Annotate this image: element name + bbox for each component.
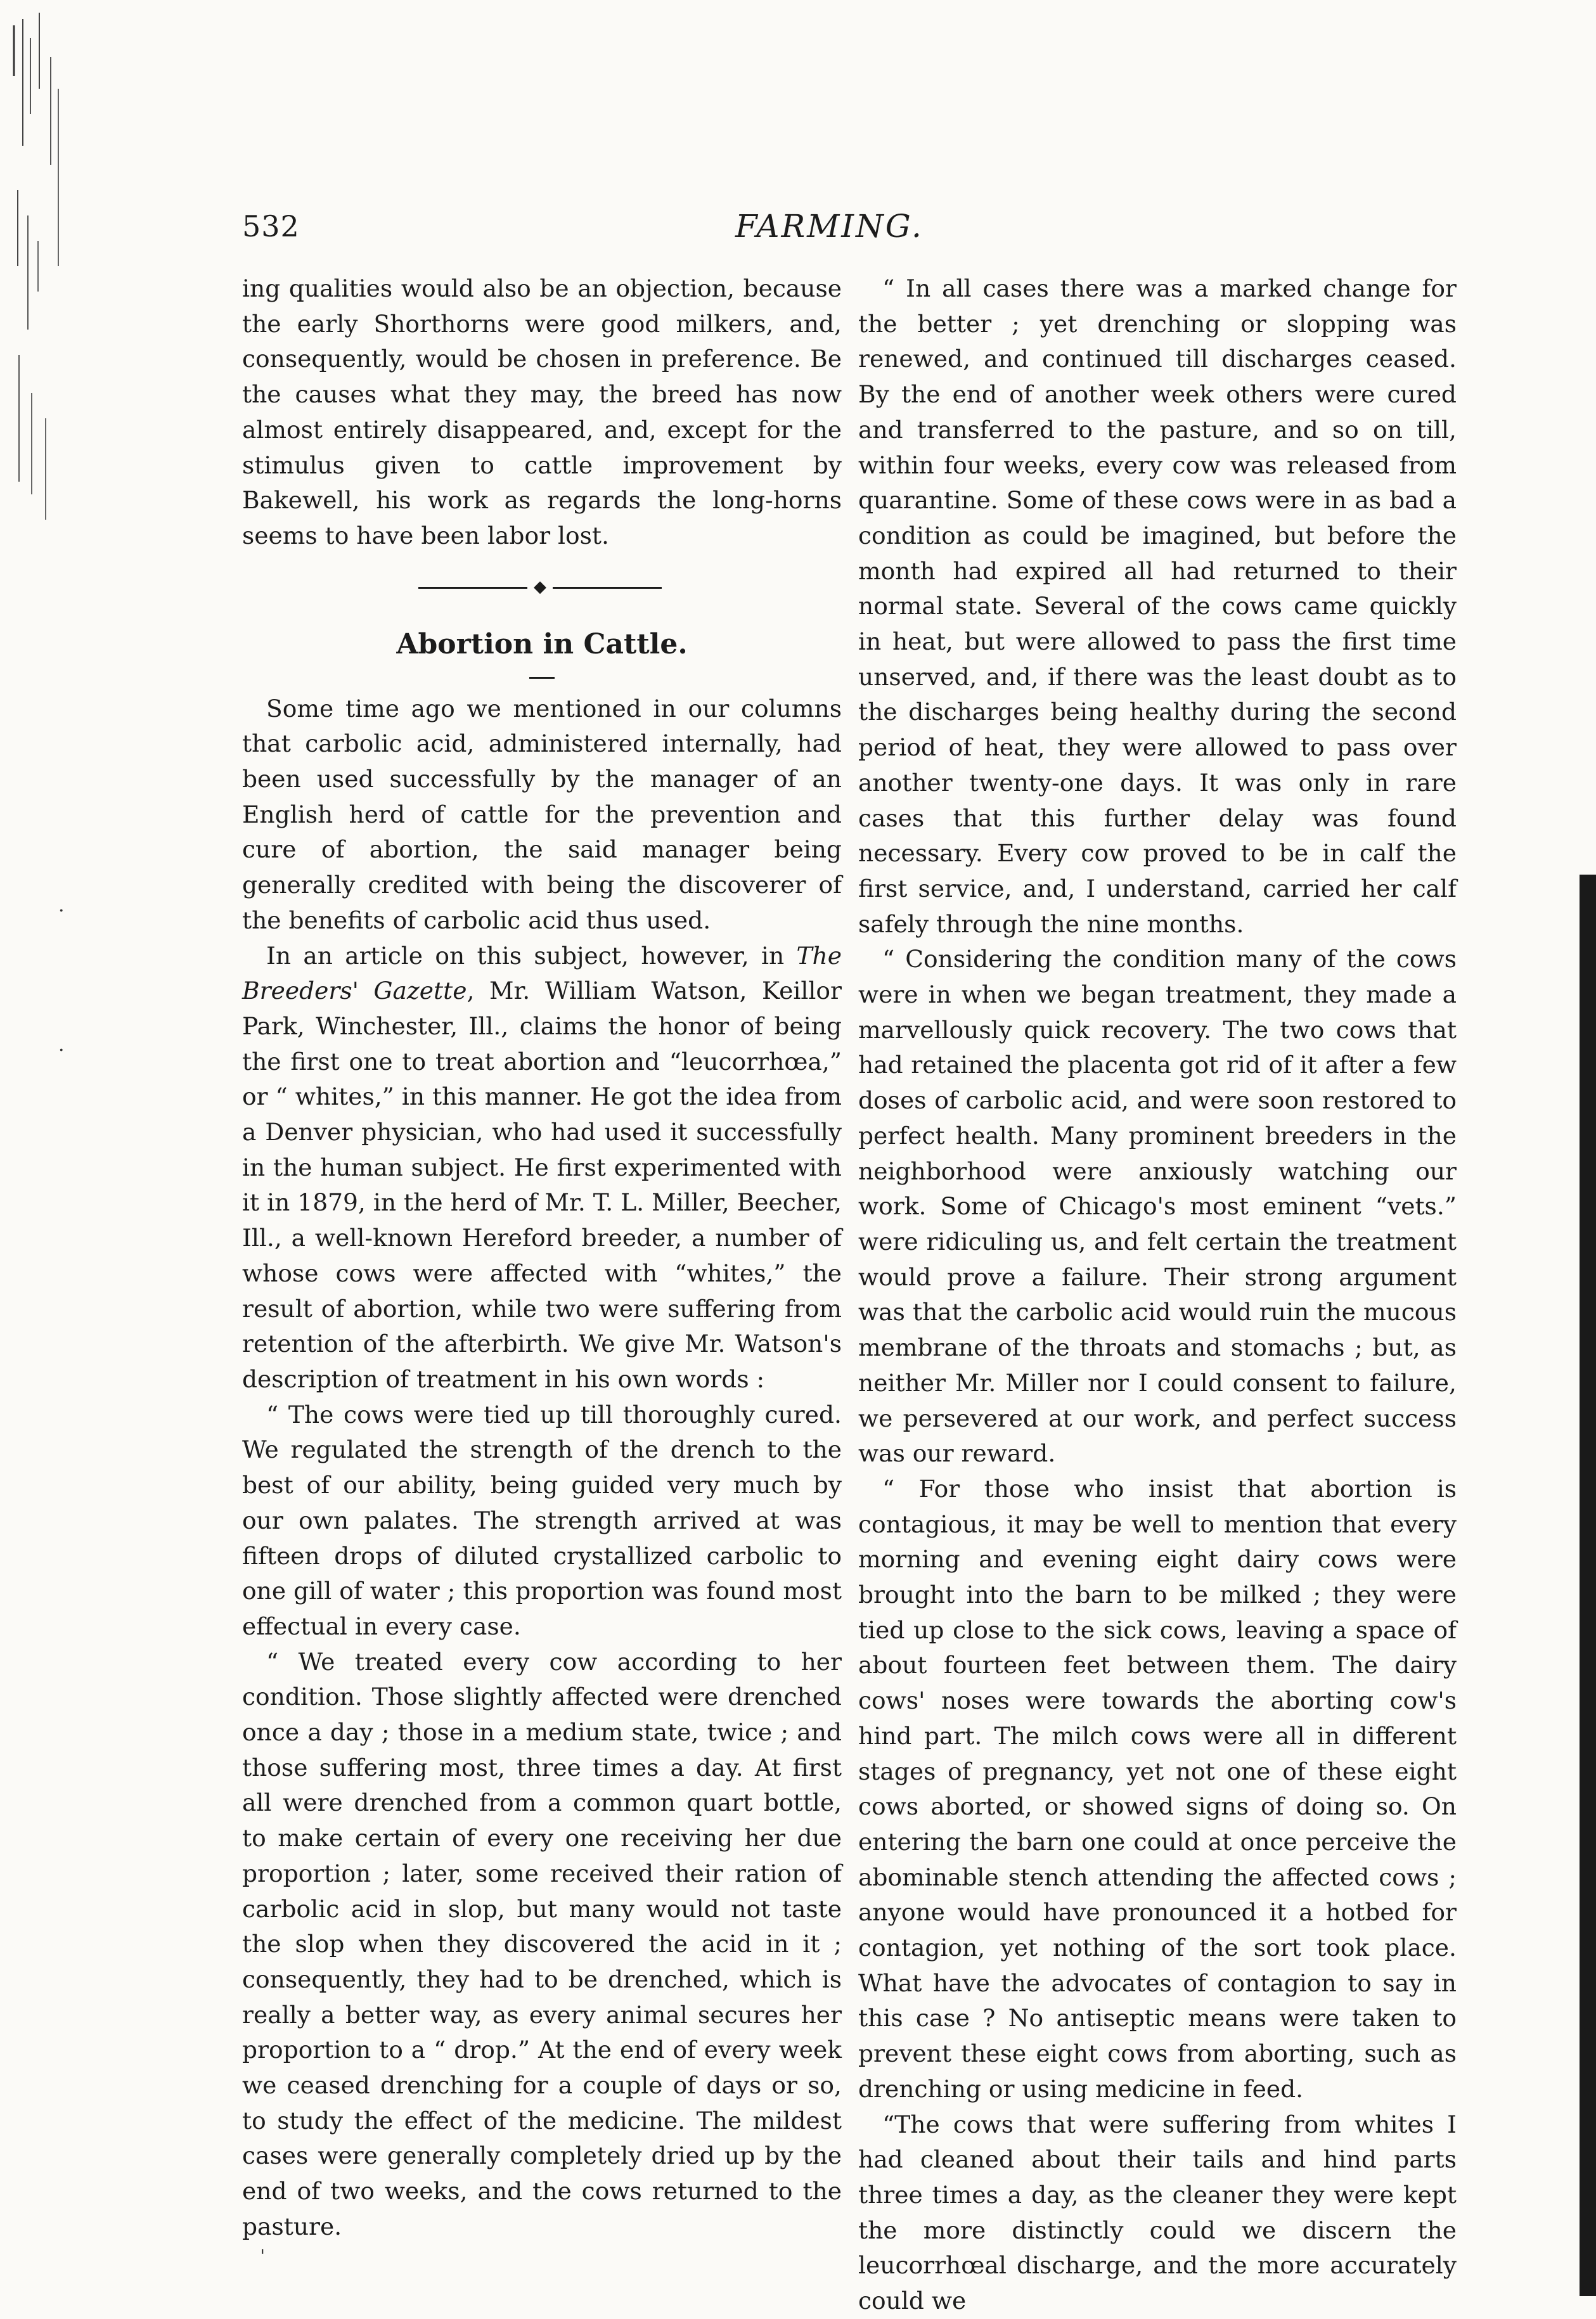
stray-mark: · (58, 900, 65, 922)
stray-mark: ˈ (260, 2247, 266, 2269)
quoted-paragraph: “ We treated every cow according to her condition. Those slightly affected were drenched once a day ; those in a medium state, twice ; and those suffering most, three times a day. At first all were drenched from a common quart bottle, to make certain of every one receiving her due proportion ; later, some received their ration of carbolic acid in slop, but many would not taste the slop when they discovered the acid in it ; consequently, they had to be drenched, which is really a better way, as every animal secures her proportion to a “ drop.” At the end of every week we ceased drenching for a couple of days or so, to study the effect of the medicine. The mildest cases were generally completely dried up by the end of two weeks, and the cows returned to the pasture. (242, 1647, 842, 2240)
article-paragraph (242, 939, 842, 1397)
running-title: FARMING. (735, 208, 923, 245)
left-column (242, 271, 842, 2245)
stray-mark: · (58, 1039, 65, 1062)
page-number: 532 (242, 209, 300, 243)
section-divider (242, 554, 842, 622)
quoted-paragraph: “ For those who insist that abortion is contagious, it may be well to mention that every morning and evening eight dairy cows were brought into the barn to be milked ; they were tied up close to the sick cows, leaving a space of about fourteen feet between them. The dairy cows' noses were towards the aborting cow's hind part. The milch cows were all in different stages of pregnancy, yet not one of these eight cows aborted, or showed signs of doing so. On entering the barn one could at once perceive the abominable stench attending the affected cows ; anyone would have pronounced it a hotbed for contagion, yet nothing of the sort took place. What have the advocates of contagion to say in this case ? No antiseptic means were taken to prevent these eight cows from aborting, such as drenching or using medicine in feed. (858, 1474, 1457, 2103)
article-title: Abortion in Cattle. (396, 627, 688, 660)
divider-ornament: ◆ (527, 578, 553, 596)
text-run: , Mr. William Watson, Keillor Park, Winchester, Ill., claims the honor of being the first one to treat abortion and “leucorrhœa,” or “ whites,” in this manner. He got the idea from a Denver physician, who had used it successfully in the human subject. He first experimented with it in 1879, in the herd of Mr. T. L. Miller, Beecher, Ill., a well-known Hereford breeder, a number of whose cows were affected with “whites,” the result of abortion, while two were suffering from retention of the afterbirth. We give Mr. Watson's description of treatment in his own words : (242, 977, 842, 1393)
quoted-paragraph: “ Considering the condition many of the cows were in when we began treatment, they made a marvellously quick recovery. The two cows that had retained the placenta got rid of it after a few doses of carbolic acid, and were soon restored to perfect health. Many prominent breeders in the neighborhood were anxiously watching our work. Some of Chicago's most eminent “vets.” were ridiculing us, and felt certain the treatment would prove a failure. Their strong argument was that the carbolic acid would ruin the mucous membrane of the throats and stomachs ; but, as neither Mr. Miller nor I could consent to failure, we persevered at our work, and perfect success was our reward. (858, 945, 1457, 1468)
quoted-paragraph: “The cows that were suffering from whites I had cleaned about their tails and hind parts three times a day, as the cleaner they were kept the more distinctly could we discern the leucorrhœal discharge, and the more accurately could we (858, 2110, 1457, 2315)
article-paragraph: Some time ago we mentioned in our columns that carbolic acid, administered internally, had been used successfully by the manager of an English herd of cattle for the prevention and cure of abortion, the said manager being generally credited with being the discoverer of the benefits of carbolic acid thus used. (242, 694, 842, 934)
title-dash (529, 677, 555, 679)
scan-edge-bar (1580, 875, 1596, 2296)
publication-name: The Breeders' Gazette (242, 941, 842, 1005)
intro-paragraph: ing qualities would also be an objection, because the early Shorthorns were good milkers, and, consequently, would be chosen in preference. Be the causes what they may, the breed has now almost entirely disappeared, and, except for the stimulus given to cattle improvement by Bakewell, his work as regards the long-horns seems to have been labor lost. (242, 274, 842, 549)
text-run: In an article on this subject, however, in (266, 941, 797, 970)
quoted-paragraph: “ The cows were tied up till thoroughly cured. We regulated the strength of the drench to the best of our ability, being guided very much by our own palates. The strength arrived at was fifteen drops of diluted crystallized carbolic to one gill of water ; this proportion was found most effectual in every case. (242, 1400, 842, 1640)
right-column (858, 271, 1457, 2319)
binding-edge-marks (0, 0, 76, 634)
quoted-paragraph: “ In all cases there was a marked change for the better ; yet drenching or slopping was renewed, and continued till discharges ceased. By the end of another week others were cured and transferred to the pasture, and so on till, within four weeks, every cow was released from quarantine. Some of these cows were in as bad a condition as could be imagined, but before the month had expired all had returned to their normal state. Several of the cows came quickly in heat, but were allowed to pass the first time unserved, and, if there was the least doubt as to the discharges being healthy during the second period of heat, they were allowed to pass over another twenty-one days. It was only in rare cases that this further delay was found necessary. Every cow proved to be in calf the first service, and, I understand, carried her calf safely through the nine months. (858, 274, 1457, 938)
